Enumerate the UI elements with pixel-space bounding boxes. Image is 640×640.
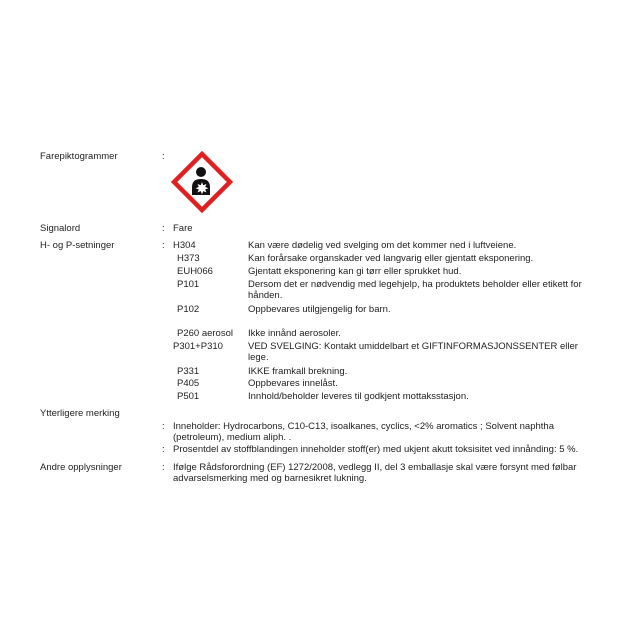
signal-value: Fare [173,223,193,234]
signal-label: Signalord [40,223,81,234]
statement-text: VED SVELGING: Kontakt umiddelbart et GIFTINFORMASJONSSENTER eller lege. [248,341,578,363]
statement-text: Kan være dødelig ved svelging om det kommer ned i luftveiene. [248,240,517,251]
statement-text: Gjentatt eksponering kan gi tørr eller sprukket hud. [248,266,462,277]
statement-code: H304 [173,240,196,251]
statement-code: P102 [177,304,200,315]
signal-colon: : [162,223,165,234]
extra-label: Ytterligere merking [40,408,120,419]
statement-code: P405 [177,378,200,389]
extra-colon: : [162,421,165,432]
hp-label: H- og P-setninger [40,240,115,251]
statement-text: Dersom det er nødvendig med legehjelp, ha produktets beholder eller etikett for hånden. [248,279,582,301]
other-text: Ifølge Rådsforordning (EF) 1272/2008, vedlegg II, del 3 emballasje skal være forsynt med følbar advarselsmerking med og barnesikret lukning. [173,462,577,484]
extra-line-2: Prosentdel av stoffblandingen inneholder stoff(er) med ukjent akutt toksisitet ved innånding: 5 %. [173,444,579,455]
statement-text: Kan forårsake organskader ved langvarig eller gjentatt eksponering. [248,253,534,264]
other-colon: : [162,462,165,473]
statement-code: EUH066 [177,266,213,277]
statement-code: P501 [177,391,200,402]
extra-line-1: Inneholder: Hydrocarbons, C10-C13, isoalkanes, cyclics, <2% aromatics ; Solvent naphtha (petroleum), medium aliph. . [173,421,554,443]
statement-text: Oppbevares utilgjengelig for barn. [248,304,391,315]
pictogram-colon: : [162,151,165,162]
statement-code: P331 [177,366,200,377]
statement-code: P101 [177,279,200,290]
statement-text: IKKE framkall brekning. [248,366,348,377]
hp-colon: : [162,240,165,251]
pictogram-label: Farepiktogrammer [40,151,118,162]
other-label: Andre opplysninger [40,462,122,473]
statement-code: H373 [177,253,200,264]
health-hazard-icon [171,151,233,213]
statement-code: P260 aerosol [177,328,233,339]
statement-code: P301+P310 [173,341,223,352]
statement-text: Innhold/beholder leveres til godkjent mottaksstasjon. [248,391,469,402]
statement-text: Oppbevares innelåst. [248,378,338,389]
extra-colon-2: : [162,444,165,455]
statement-text: Ikke innånd aerosoler. [248,328,341,339]
